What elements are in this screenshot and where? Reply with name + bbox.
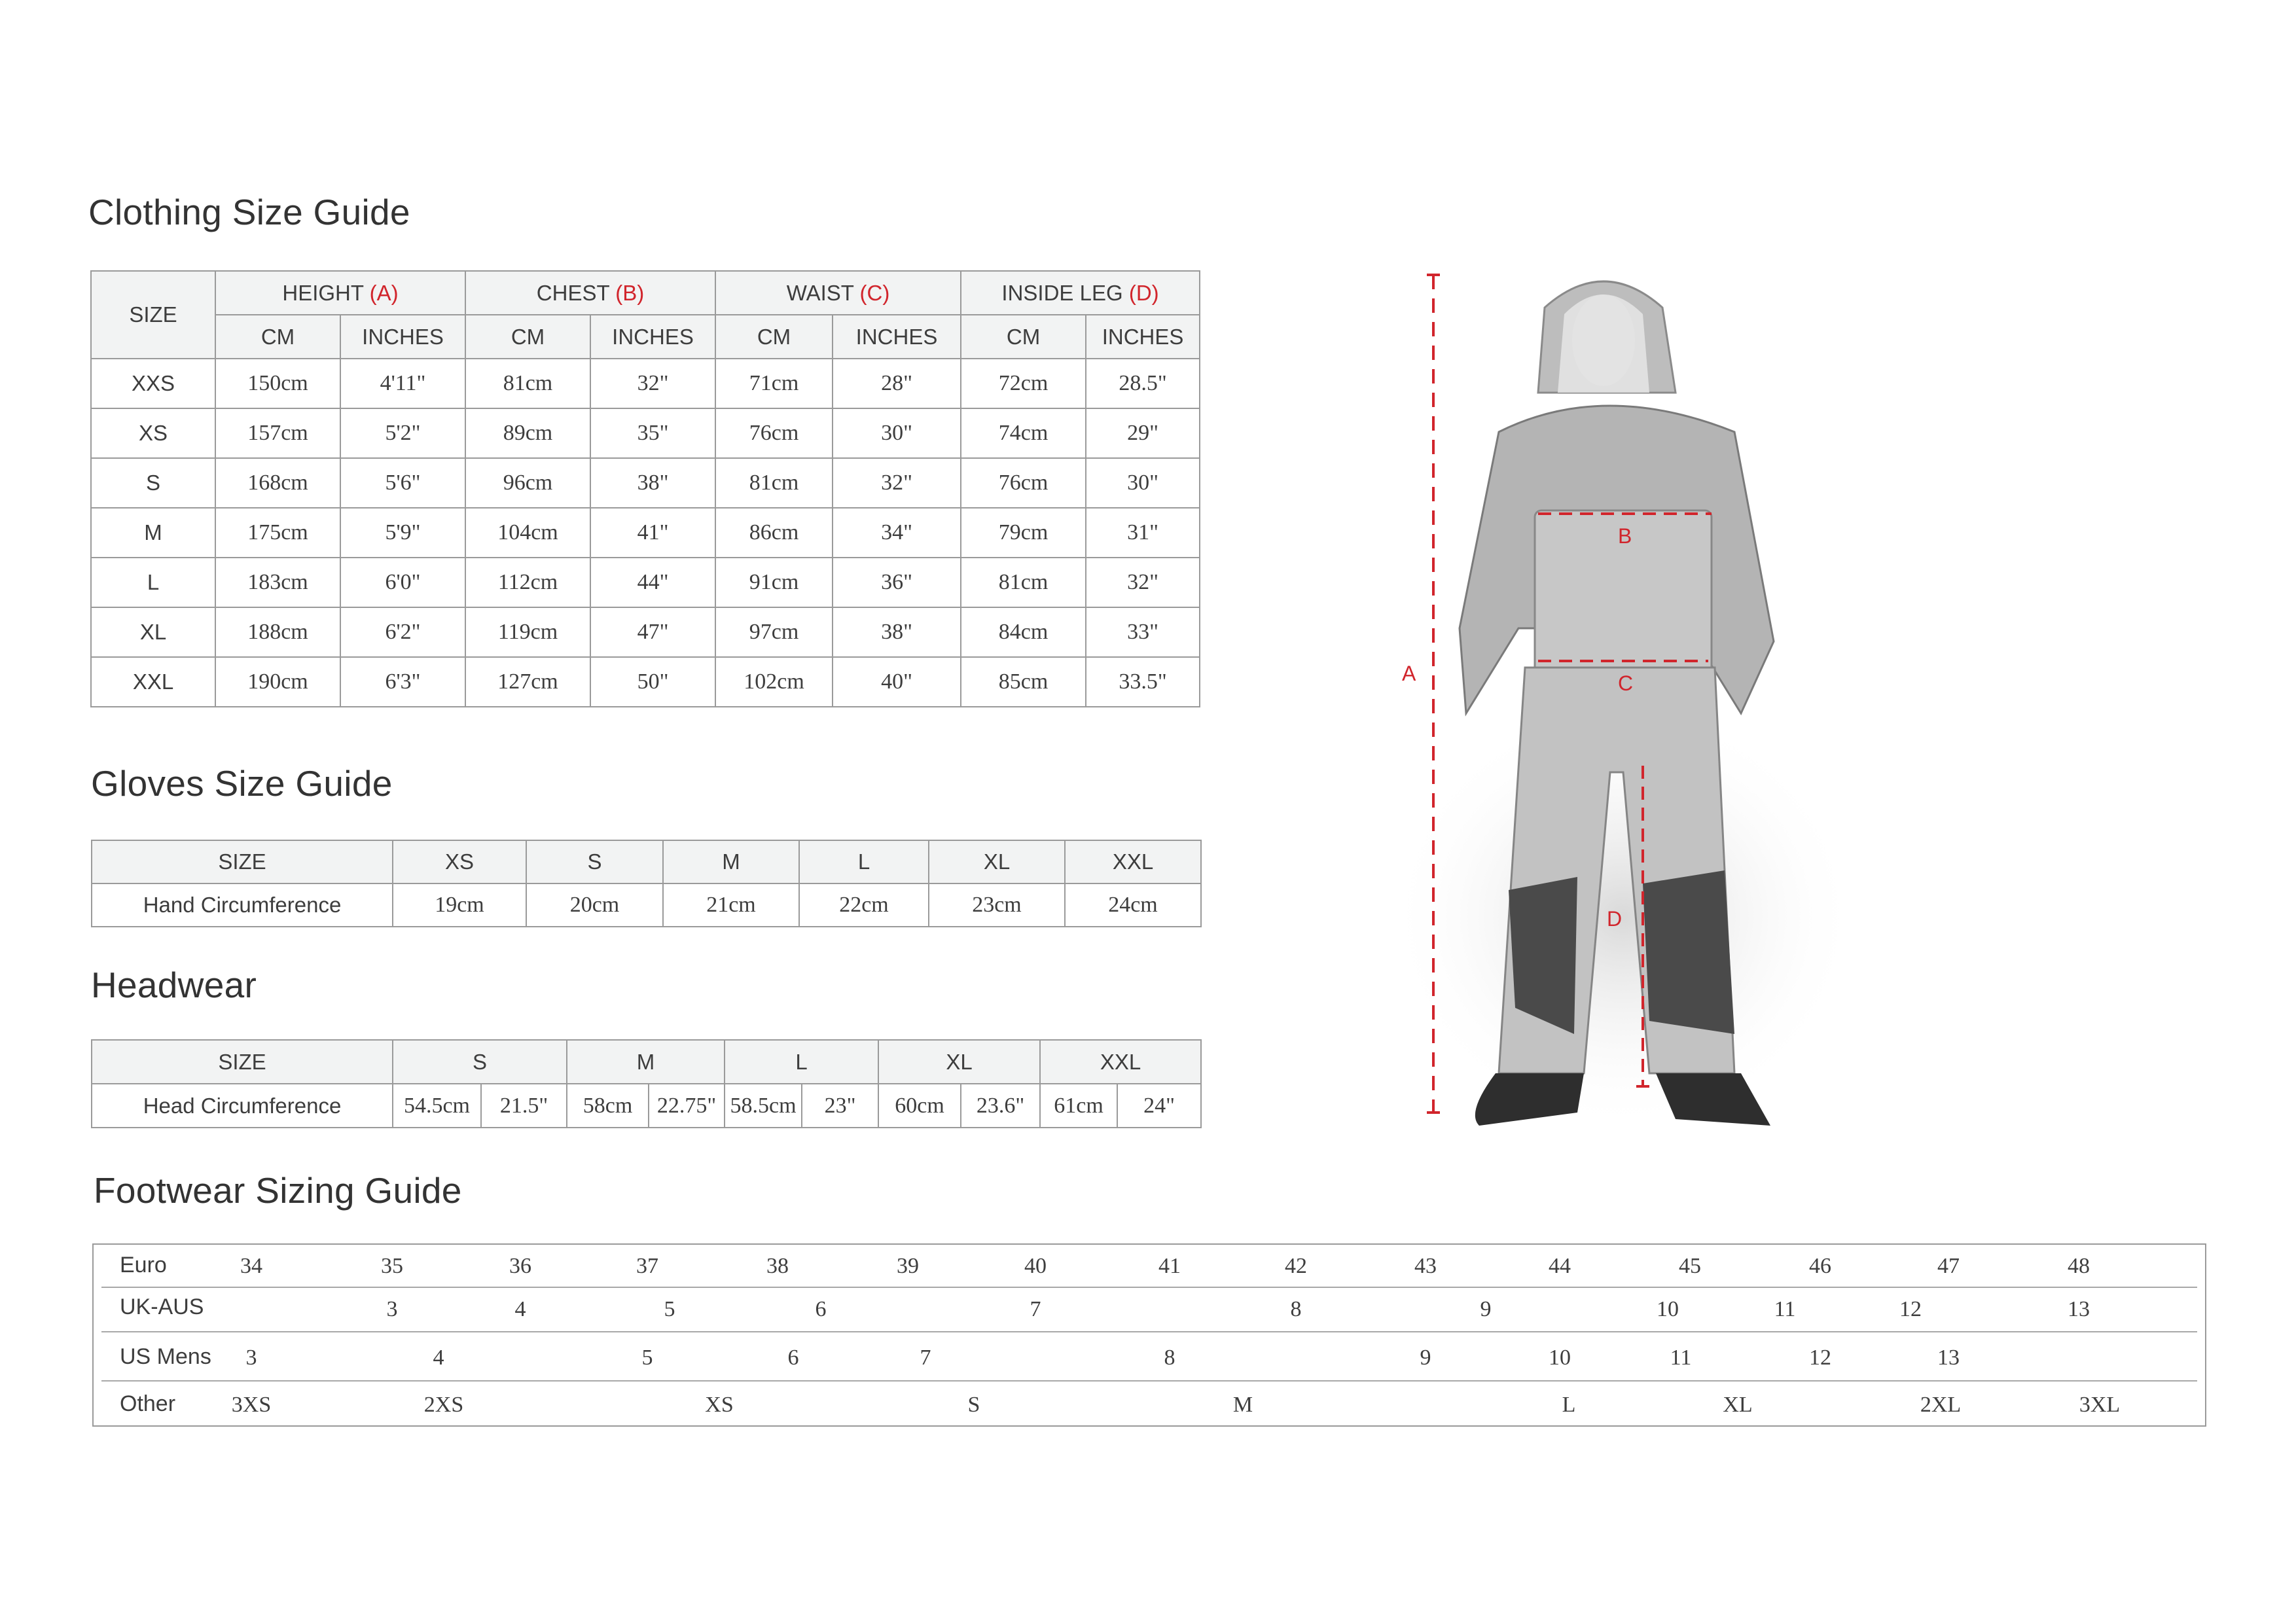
measurement-cell: 4'11" xyxy=(340,359,465,408)
size-cell: S xyxy=(91,458,215,508)
size-cell: XL xyxy=(91,607,215,657)
measurement-cell: 74cm xyxy=(961,408,1086,458)
clothing-row xyxy=(91,359,1200,408)
measurement-cell: 40" xyxy=(833,657,961,707)
measurement-cell: 30" xyxy=(1086,458,1200,508)
measurement-cell: 79cm xyxy=(961,508,1086,558)
glove-size: XL xyxy=(929,840,1065,883)
measurement-cell: 6'3" xyxy=(340,657,465,707)
marker-c-label: C xyxy=(1618,671,1634,695)
headwear-size: XL xyxy=(878,1040,1040,1084)
size-cell: XXS xyxy=(91,359,215,408)
headwear-cm: 60cm xyxy=(878,1084,961,1128)
footwear-size-table xyxy=(92,1243,2206,1427)
row-divider xyxy=(101,1287,2197,1288)
measurement-cell: 35" xyxy=(590,408,715,458)
measurement-cell: 86cm xyxy=(715,508,833,558)
uk-aus-size: 10 xyxy=(1657,1297,1679,1321)
unit-inches: INCHES xyxy=(590,315,715,359)
measurement-cell: 32" xyxy=(1086,558,1200,607)
euro-size: 36 xyxy=(509,1254,531,1278)
measurement-cell: 5'2" xyxy=(340,408,465,458)
euro-size: 43 xyxy=(1414,1254,1437,1278)
uk-aus-size: 3 xyxy=(386,1297,398,1321)
us-mens-size: 11 xyxy=(1670,1346,1692,1370)
glove-value: 20cm xyxy=(526,883,663,927)
measurement-cell: 119cm xyxy=(465,607,590,657)
footwear-title: Footwear Sizing Guide xyxy=(94,1170,462,1211)
measurement-cell: 127cm xyxy=(465,657,590,707)
us-mens-size: 6 xyxy=(787,1346,799,1370)
euro-size: 47 xyxy=(1937,1254,1960,1278)
unit-cm: CM xyxy=(961,315,1086,359)
headwear-cm: 61cm xyxy=(1040,1084,1117,1128)
footwear-row-label-other: Other xyxy=(120,1391,176,1416)
size-header: SIZE xyxy=(92,1040,393,1084)
measurement-cell: 33.5" xyxy=(1086,657,1200,707)
marker-a-label: A xyxy=(1402,662,1416,685)
uk-aus-size: 7 xyxy=(1030,1297,1041,1321)
unit-cm: CM xyxy=(215,315,340,359)
measurement-cell: 76cm xyxy=(715,408,833,458)
footwear-row-label-us-mens: US Mens xyxy=(120,1344,211,1369)
row-divider xyxy=(101,1331,2197,1332)
euro-size: 40 xyxy=(1024,1254,1047,1278)
measurement-cell: 36" xyxy=(833,558,961,607)
unit-inches: INCHES xyxy=(1086,315,1200,359)
measurement-cell: 97cm xyxy=(715,607,833,657)
size-cell: L xyxy=(91,558,215,607)
clothing-row xyxy=(91,458,1200,508)
measurement-cell: 89cm xyxy=(465,408,590,458)
measurement-cell: 29" xyxy=(1086,408,1200,458)
uk-aus-size: 5 xyxy=(664,1297,675,1321)
inside-leg-header: INSIDE LEG (D) xyxy=(961,271,1200,315)
gloves-size-table xyxy=(91,840,1202,927)
headwear-size-table xyxy=(91,1039,1202,1128)
glove-size: XXL xyxy=(1065,840,1201,883)
height-header: HEIGHT (A) xyxy=(215,271,465,315)
hand-circumference-label: Hand Circumference xyxy=(92,883,393,927)
glove-size: XS xyxy=(393,840,526,883)
euro-size: 44 xyxy=(1549,1254,1571,1278)
other-size: 2XS xyxy=(423,1393,464,1417)
unit-cm: CM xyxy=(465,315,590,359)
euro-size: 46 xyxy=(1809,1254,1831,1278)
euro-size: 45 xyxy=(1679,1254,1701,1278)
euro-size: 35 xyxy=(381,1254,403,1278)
us-mens-size: 3 xyxy=(245,1346,257,1370)
knee-patch-right xyxy=(1643,870,1734,1034)
headwear-size: S xyxy=(393,1040,567,1084)
clothing-row xyxy=(91,657,1200,707)
unit-inches: INCHES xyxy=(340,315,465,359)
other-size: XL xyxy=(1723,1393,1753,1417)
marker-d-label: D xyxy=(1607,907,1623,931)
measurement-cell: 33" xyxy=(1086,607,1200,657)
measurement-cell: 44" xyxy=(590,558,715,607)
measurement-cell: 96cm xyxy=(465,458,590,508)
measurement-cell: 71cm xyxy=(715,359,833,408)
measurement-cell: 41" xyxy=(590,508,715,558)
measurement-cell: 28" xyxy=(833,359,961,408)
measurement-cell: 72cm xyxy=(961,359,1086,408)
us-mens-size: 7 xyxy=(920,1346,931,1370)
euro-size: 42 xyxy=(1285,1254,1307,1278)
headwear-inches: 23.6" xyxy=(961,1084,1040,1128)
headwear-inches: 22.75" xyxy=(649,1084,725,1128)
headwear-inches: 23" xyxy=(802,1084,878,1128)
headwear-cm: 58.5cm xyxy=(725,1084,802,1128)
measurement-cell: 31" xyxy=(1086,508,1200,558)
other-size: 3XS xyxy=(231,1393,272,1417)
us-mens-size: 13 xyxy=(1937,1346,1960,1370)
other-size: S xyxy=(967,1393,980,1417)
unit-cm: CM xyxy=(715,315,833,359)
glove-value: 22cm xyxy=(799,883,929,927)
clothing-row xyxy=(91,607,1200,657)
glove-value: 23cm xyxy=(929,883,1065,927)
headwear-size: M xyxy=(567,1040,725,1084)
head-circumference-label: Head Circumference xyxy=(92,1084,393,1128)
measurement-cell: 85cm xyxy=(961,657,1086,707)
footwear-row-label-euro: Euro xyxy=(120,1253,167,1277)
headwear-inches: 21.5" xyxy=(481,1084,567,1128)
headwear-cm: 58cm xyxy=(567,1084,649,1128)
uk-aus-size: 4 xyxy=(514,1297,526,1321)
glove-size: S xyxy=(526,840,663,883)
uk-aus-size: 13 xyxy=(2068,1297,2090,1321)
measurement-cell: 84cm xyxy=(961,607,1086,657)
size-cell: XS xyxy=(91,408,215,458)
glove-value: 24cm xyxy=(1065,883,1201,927)
euro-size: 41 xyxy=(1158,1254,1181,1278)
measurement-cell: 5'6" xyxy=(340,458,465,508)
sailor-figure-illustration xyxy=(1348,262,1846,1178)
measurement-cell: 38" xyxy=(833,607,961,657)
measurement-cell: 28.5" xyxy=(1086,359,1200,408)
headwear-cm: 54.5cm xyxy=(393,1084,481,1128)
other-size: 3XL xyxy=(2079,1393,2121,1417)
measurement-cell: 30" xyxy=(833,408,961,458)
measurement-cell: 50" xyxy=(590,657,715,707)
headwear-title: Headwear xyxy=(91,965,257,1005)
measurement-cell: 76cm xyxy=(961,458,1086,508)
other-size: L xyxy=(1562,1393,1576,1417)
row-divider xyxy=(101,1380,2197,1382)
chest-header: CHEST (B) xyxy=(465,271,715,315)
waist-header: WAIST (C) xyxy=(715,271,961,315)
euro-size: 37 xyxy=(636,1254,658,1278)
glove-value: 21cm xyxy=(663,883,799,927)
measurement-cell: 81cm xyxy=(961,558,1086,607)
other-size: M xyxy=(1232,1393,1253,1417)
euro-size: 48 xyxy=(2068,1254,2090,1278)
hair xyxy=(1558,294,1649,393)
measurement-cell: 183cm xyxy=(215,558,340,607)
uk-aus-size: 8 xyxy=(1290,1297,1302,1321)
measurement-cell: 175cm xyxy=(215,508,340,558)
us-mens-size: 4 xyxy=(433,1346,444,1370)
size-cell: M xyxy=(91,508,215,558)
measurement-cell: 5'9" xyxy=(340,508,465,558)
measurement-cell: 157cm xyxy=(215,408,340,458)
us-mens-size: 9 xyxy=(1420,1346,1431,1370)
us-mens-size: 10 xyxy=(1549,1346,1571,1370)
uk-aus-size: 6 xyxy=(815,1297,827,1321)
uk-aus-size: 11 xyxy=(1774,1297,1796,1321)
measurement-cell: 104cm xyxy=(465,508,590,558)
size-header: SIZE xyxy=(91,271,215,359)
euro-size: 34 xyxy=(240,1254,262,1278)
glove-size: M xyxy=(663,840,799,883)
measurement-cell: 47" xyxy=(590,607,715,657)
measurement-cell: 91cm xyxy=(715,558,833,607)
other-size: 2XL xyxy=(1920,1393,1962,1417)
measurement-cell: 81cm xyxy=(715,458,833,508)
unit-inches: INCHES xyxy=(833,315,961,359)
uk-aus-size: 12 xyxy=(1899,1297,1922,1321)
measurement-cell: 6'0" xyxy=(340,558,465,607)
euro-size: 38 xyxy=(766,1254,789,1278)
marker-b-label: B xyxy=(1618,524,1632,548)
clothing-row xyxy=(91,508,1200,558)
measurement-cell: 112cm xyxy=(465,558,590,607)
measurement-cell: 32" xyxy=(590,359,715,408)
clothing-row xyxy=(91,558,1200,607)
clothing-size-table xyxy=(90,270,1200,707)
us-mens-size: 12 xyxy=(1809,1346,1831,1370)
clothing-title: Clothing Size Guide xyxy=(88,192,410,232)
us-mens-size: 8 xyxy=(1164,1346,1175,1370)
glove-value: 19cm xyxy=(393,883,526,927)
measurement-cell: 81cm xyxy=(465,359,590,408)
size-header: SIZE xyxy=(92,840,393,883)
measurement-cell: 6'2" xyxy=(340,607,465,657)
measurement-cell: 32" xyxy=(833,458,961,508)
measurement-cell: 102cm xyxy=(715,657,833,707)
headwear-size: L xyxy=(725,1040,878,1084)
footwear-row-label-uk-aus: UK-AUS xyxy=(120,1294,204,1319)
headwear-size: XXL xyxy=(1040,1040,1201,1084)
headwear-inches: 24" xyxy=(1117,1084,1201,1128)
measurement-cell: 150cm xyxy=(215,359,340,408)
size-cell: XXL xyxy=(91,657,215,707)
gloves-title: Gloves Size Guide xyxy=(91,763,393,804)
measurement-cell: 190cm xyxy=(215,657,340,707)
clothing-row xyxy=(91,408,1200,458)
other-size: XS xyxy=(705,1393,734,1417)
measurement-cell: 168cm xyxy=(215,458,340,508)
uk-aus-size: 9 xyxy=(1480,1297,1492,1321)
measurement-cell: 188cm xyxy=(215,607,340,657)
euro-size: 39 xyxy=(897,1254,919,1278)
measurement-cell: 34" xyxy=(833,508,961,558)
us-mens-size: 5 xyxy=(641,1346,653,1370)
measurement-cell: 38" xyxy=(590,458,715,508)
glove-size: L xyxy=(799,840,929,883)
